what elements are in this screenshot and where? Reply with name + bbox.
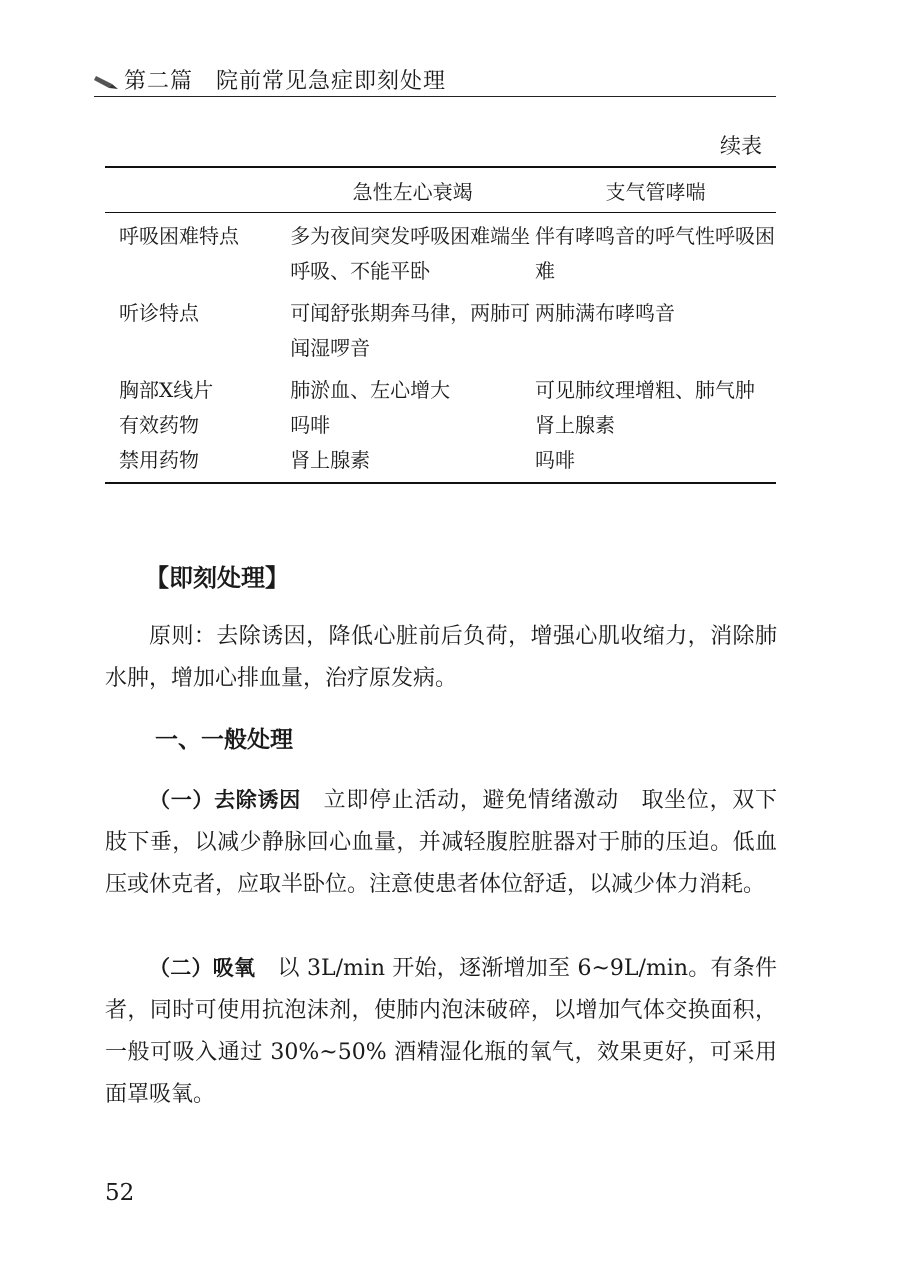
column-header-item xyxy=(105,167,290,213)
column-header-asthma: 支气管哮喘 xyxy=(535,167,776,213)
pencil-icon xyxy=(94,70,120,90)
paragraph-remove-triggers xyxy=(105,779,777,906)
item-lead: （二）吸氧 xyxy=(149,956,256,980)
section-heading: 【即刻处理】 xyxy=(145,564,289,592)
subsection-heading: 一、一般处理 xyxy=(155,727,293,753)
heart-failure-cell: 肺淤血、左心增大 xyxy=(290,378,451,402)
heart-failure-cell: 吗啡 xyxy=(290,413,331,437)
table-row xyxy=(105,443,776,483)
continued-table-label: 续表 xyxy=(720,134,762,158)
comparison-table xyxy=(105,166,776,484)
item-lead: （一）去除诱因 xyxy=(149,788,301,812)
table-header-row xyxy=(105,167,776,213)
table-row xyxy=(105,408,776,443)
table-row xyxy=(105,289,776,366)
paragraph-oxygen xyxy=(105,947,777,1116)
table-row xyxy=(105,366,776,408)
row-item-label: 禁用药物 xyxy=(105,443,290,483)
page-number: 52 xyxy=(105,1180,135,1206)
asthma-cell: 肾上腺素 xyxy=(535,413,616,437)
asthma-cell: 伴有哮鸣音的呼气性呼吸困难 xyxy=(535,224,776,283)
asthma-cell: 两肺满布哮鸣音 xyxy=(535,301,676,325)
heart-failure-cell: 肾上腺素 xyxy=(290,443,535,483)
item-text: 立即停止活动，避免情绪激动 取坐位，双下肢下垂，以减少静脉回心血量，并减轻腹腔脏器对于肺的压迫。低血压或休克者，应取半卧位。注意使患者体位舒适，以减少体力消耗。 xyxy=(105,788,777,897)
row-item-label: 呼吸困难特点 xyxy=(119,224,239,248)
heart-failure-cell: 多为夜间突发呼吸困难端坐呼吸、不能平卧 xyxy=(290,224,531,283)
item-text: 以 3L/min 开始，逐渐增加至 6~9L/min。有条件者，同时可使用抗泡沫剂，使肺内泡沫破碎，以增加气体交换面积，一般可吸入通过 30%~50% 酒精湿化瓶的氧气，效果更好，可采用面罩吸氧。 xyxy=(105,956,777,1107)
row-item-label: 有效药物 xyxy=(119,413,199,437)
row-item-label: 胸部X线片 xyxy=(119,378,214,402)
asthma-cell: 可见肺纹理增粗、肺气肿 xyxy=(535,378,756,402)
column-header-heart-failure: 急性左心衰竭 xyxy=(290,167,535,213)
asthma-cell: 吗啡 xyxy=(535,443,776,483)
running-header xyxy=(94,62,776,97)
row-item-label: 听诊特点 xyxy=(119,301,199,325)
table-row xyxy=(105,213,776,290)
principle-paragraph: 原则：去除诱因，降低心脏前后负荷，增强心肌收缩力，消除肺水肿，增加心排血量，治疗原发病。 xyxy=(105,624,777,691)
heart-failure-cell: 可闻舒张期奔马律，两肺可闻湿啰音 xyxy=(290,301,531,360)
header-title: 第二篇 院前常见急症即刻处理 xyxy=(124,69,447,94)
